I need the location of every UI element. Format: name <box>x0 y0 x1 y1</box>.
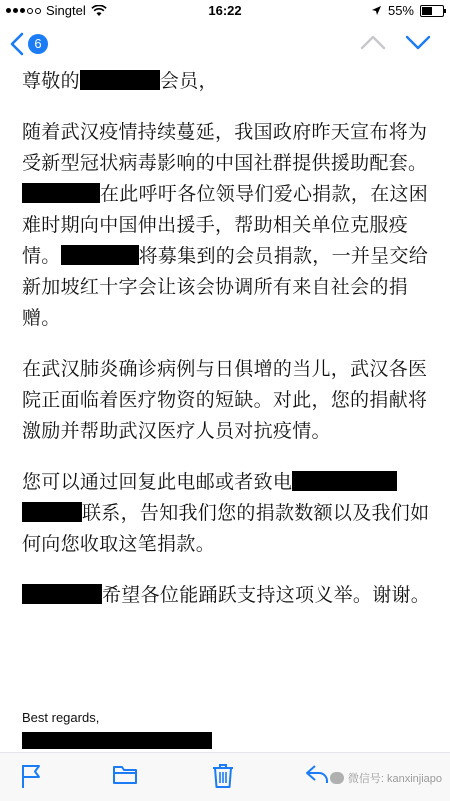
chevron-left-icon <box>10 32 24 56</box>
paragraph-contact <box>22 467 432 560</box>
trash-icon[interactable] <box>212 763 234 789</box>
greeting-suffix: 会员， <box>159 70 218 92</box>
paragraph-appeal <box>22 117 432 334</box>
next-message-chevron-down-icon[interactable] <box>405 34 431 50</box>
mail-nav-bar <box>0 26 450 66</box>
paragraph-closing <box>22 580 432 611</box>
status-time: 16:22 <box>208 3 242 18</box>
battery-percent: 55% <box>387 3 414 18</box>
paragraph-appeal-part3: 将募集到的会员捐款，一并呈交给新加坡红十字会让该会协调所有来自社会的捐赠。 <box>22 245 429 329</box>
status-right <box>371 3 444 18</box>
greeting-prefix: 尊敬的 <box>22 70 80 92</box>
folder-icon[interactable] <box>112 763 138 785</box>
redacted-org-name <box>22 183 100 203</box>
location-arrow-icon <box>371 5 382 16</box>
paragraph-contact-part1: 您可以通过回复此电邮或者致电 <box>22 471 293 493</box>
previous-message-chevron-up-icon[interactable] <box>360 34 386 50</box>
watermark-text: 微信号: kanxinjiapo <box>347 773 442 785</box>
battery-level-fill <box>422 7 432 15</box>
wechat-watermark <box>330 770 442 786</box>
redacted-sender-name <box>22 732 212 749</box>
back-button[interactable] <box>10 32 48 56</box>
redacted-org-name <box>22 584 102 604</box>
redacted-org-name <box>61 245 139 265</box>
wechat-logo-icon <box>330 772 344 784</box>
redacted-org-name <box>80 70 160 90</box>
sign-off: Best regards, <box>22 710 100 725</box>
paragraph-appeal-part1: 随着武汉疫情持续蔓延，我国政府昨天宣布将为受新型冠状病毒影响的中国社群提供援助配套。 <box>22 121 428 174</box>
battery-icon <box>420 5 444 17</box>
paragraph-contact-part2: 联系，告知我们您的捐款数额以及我们如何向您收取这笔捐款。 <box>22 502 430 555</box>
greeting <box>22 66 432 97</box>
paragraph-closing-text: 希望各位能踊跃支持这项义举。谢谢。 <box>102 584 431 606</box>
reply-icon[interactable] <box>305 763 329 785</box>
unread-count-badge: 6 <box>28 34 48 54</box>
redacted-phone-number-cont <box>22 502 82 522</box>
email-body <box>22 66 432 631</box>
status-bar <box>0 0 450 22</box>
carrier-name: Singtel <box>46 3 86 18</box>
paragraph-appeal-part2: 在此呼吁各位领导们爱心捐款，在这困难时期向中国伸出援手，帮助相关单位克服疫情。 <box>22 183 429 267</box>
redacted-phone-number <box>292 471 397 491</box>
flag-icon[interactable] <box>20 763 42 789</box>
paragraph-situation: 在武汉肺炎确诊病例与日俱增的当儿，武汉各医院正面临着医疗物资的短缺。对此，您的捐献将激励并帮助武汉医疗人员对抗疫情。 <box>22 358 428 442</box>
